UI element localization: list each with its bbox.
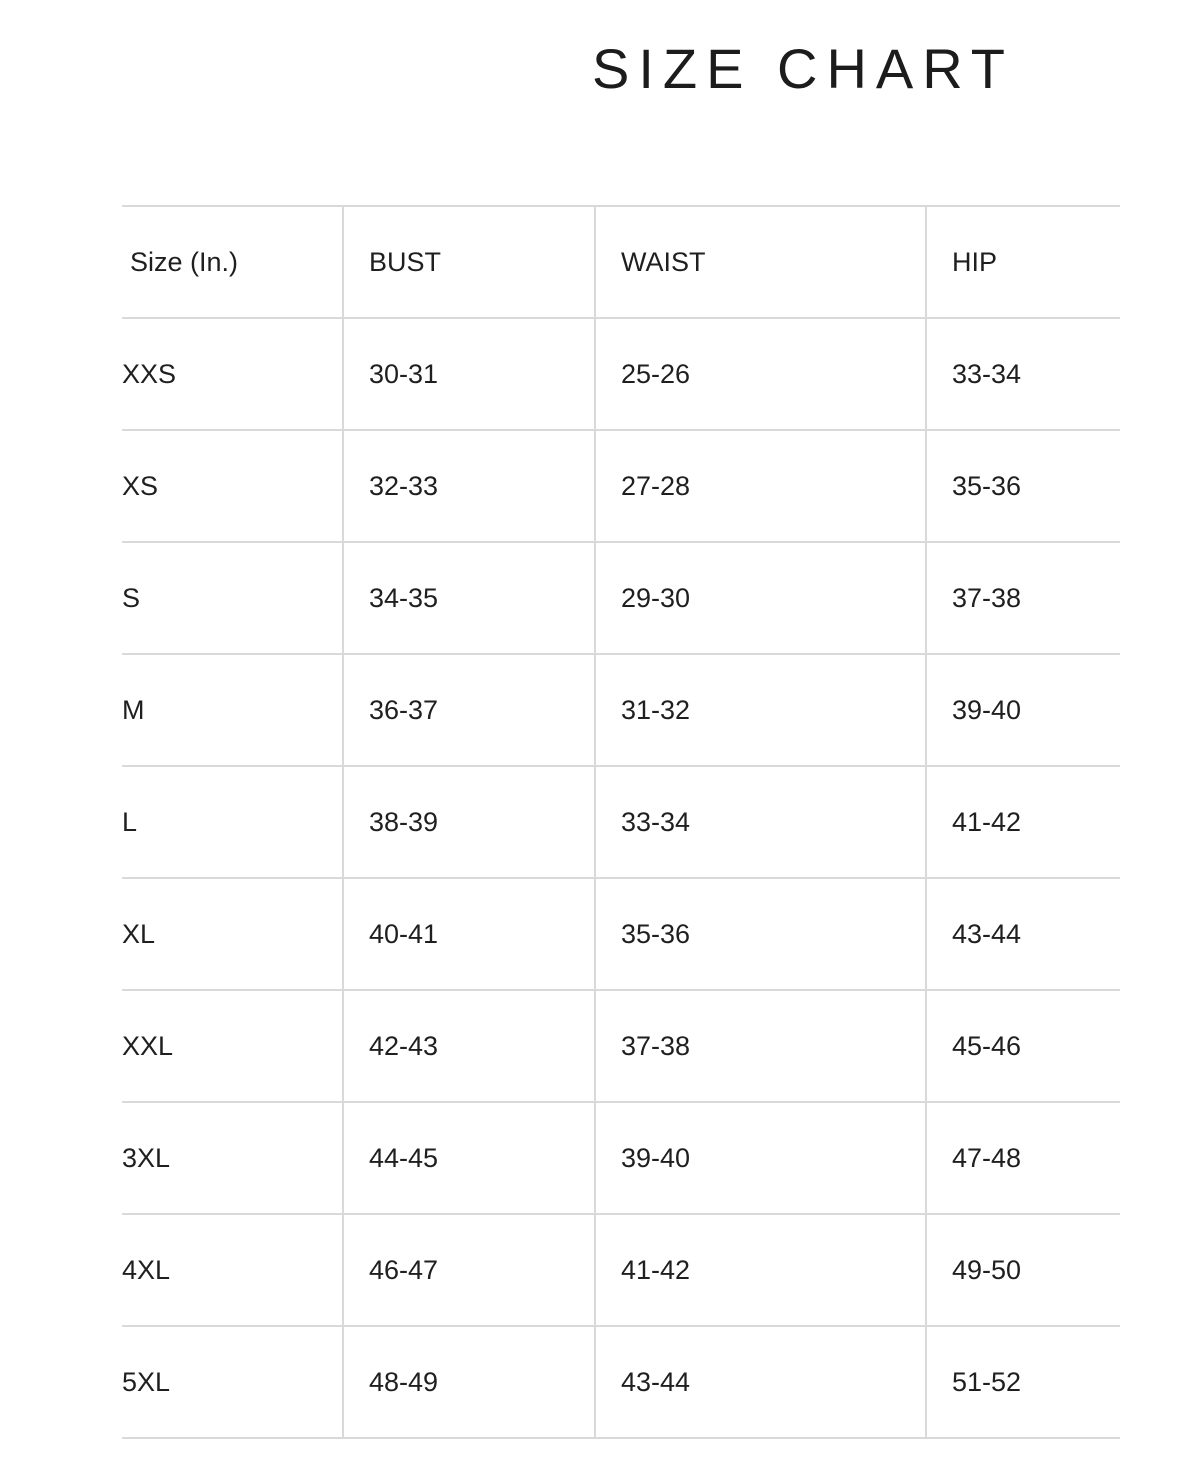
bust-cell: 40-41 — [342, 879, 594, 989]
header-bust: BUST — [342, 207, 594, 317]
bust-cell: 48-49 — [342, 1327, 594, 1437]
size-cell: XS — [122, 470, 159, 501]
table-row — [122, 991, 1120, 1103]
size-chart-table — [122, 205, 1120, 1439]
hip-cell: 33-34 — [925, 319, 1120, 429]
hip-cell: 35-36 — [925, 431, 1120, 541]
waist-cell: 31-32 — [594, 655, 925, 765]
waist-cell: 27-28 — [594, 431, 925, 541]
size-cell: S — [122, 582, 141, 613]
table-row — [122, 1215, 1120, 1327]
table-row — [122, 1327, 1120, 1439]
header-size: Size (In.) — [130, 246, 239, 277]
table-row — [122, 767, 1120, 879]
size-cell: L — [122, 806, 138, 837]
hip-cell: 41-42 — [925, 767, 1120, 877]
bust-cell: 36-37 — [342, 655, 594, 765]
waist-cell: 25-26 — [594, 319, 925, 429]
hip-cell: 47-48 — [925, 1103, 1120, 1213]
bust-cell: 42-43 — [342, 991, 594, 1101]
bust-cell: 34-35 — [342, 543, 594, 653]
waist-cell: 39-40 — [594, 1103, 925, 1213]
size-cell: 5XL — [122, 1366, 171, 1397]
header-hip: HIP — [925, 207, 1120, 317]
table-row — [122, 543, 1120, 655]
size-cell: XL — [122, 918, 156, 949]
size-cell: XXS — [122, 358, 177, 389]
waist-cell: 37-38 — [594, 991, 925, 1101]
table-row — [122, 431, 1120, 543]
table-row — [122, 879, 1120, 991]
table-row — [122, 655, 1120, 767]
size-cell: M — [122, 694, 145, 725]
hip-cell: 39-40 — [925, 655, 1120, 765]
table-header-row — [122, 207, 1120, 319]
hip-cell: 37-38 — [925, 543, 1120, 653]
waist-cell: 41-42 — [594, 1215, 925, 1325]
table-row — [122, 1103, 1120, 1215]
waist-cell: 29-30 — [594, 543, 925, 653]
size-cell: XXL — [122, 1030, 174, 1061]
page-title: SIZE CHART — [592, 37, 1014, 100]
waist-cell: 43-44 — [594, 1327, 925, 1437]
waist-cell: 35-36 — [594, 879, 925, 989]
table-row — [122, 319, 1120, 431]
waist-cell: 33-34 — [594, 767, 925, 877]
hip-cell: 49-50 — [925, 1215, 1120, 1325]
header-waist: WAIST — [594, 207, 925, 317]
hip-cell: 45-46 — [925, 991, 1120, 1101]
size-cell: 4XL — [122, 1254, 171, 1285]
hip-cell: 43-44 — [925, 879, 1120, 989]
size-cell: 3XL — [122, 1142, 171, 1173]
bust-cell: 32-33 — [342, 431, 594, 541]
bust-cell: 30-31 — [342, 319, 594, 429]
bust-cell: 46-47 — [342, 1215, 594, 1325]
bust-cell: 38-39 — [342, 767, 594, 877]
bust-cell: 44-45 — [342, 1103, 594, 1213]
hip-cell: 51-52 — [925, 1327, 1120, 1437]
